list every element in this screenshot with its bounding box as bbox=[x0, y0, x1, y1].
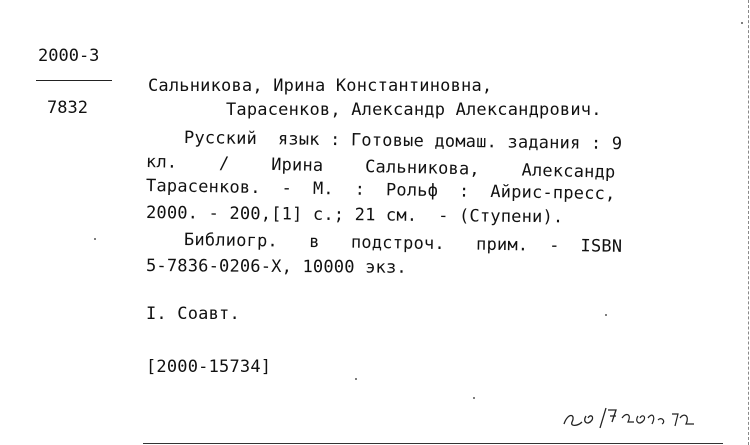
call-number-bottom: 7832 bbox=[47, 98, 88, 118]
notes-line: Библиогр. в подстроч. прим. - ISBN bbox=[183, 230, 623, 257]
card-right-edge bbox=[748, 0, 749, 445]
scan-speck bbox=[741, 22, 743, 24]
tracing: I. Соавт. bbox=[146, 304, 240, 324]
card-bottom-edge bbox=[143, 443, 723, 444]
coauthor-heading: Тарасенков, Александр Александрович. bbox=[226, 100, 602, 120]
scan-speck bbox=[94, 238, 96, 240]
call-number-top: 2000-3 bbox=[38, 46, 100, 66]
responsibility-line: кл. / Ирина Сальникова, Александр bbox=[145, 152, 616, 183]
physical-description-line: 2000. - 200,[1] с.; 21 см. - (Ступени). bbox=[145, 203, 564, 228]
isbn-line: 5-7836-0206-X, 10000 экз. bbox=[145, 256, 407, 278]
handwritten-note bbox=[560, 402, 700, 434]
call-number-divider bbox=[36, 80, 112, 81]
scan-speck bbox=[355, 378, 357, 380]
scan-speck bbox=[605, 314, 607, 316]
record-number: [2000-15734] bbox=[146, 357, 272, 377]
author-heading: Сальникова, Ирина Константиновна, bbox=[148, 76, 493, 96]
publisher-line: Тарасенков. - М. : Рольф : Айрис-пресс, bbox=[145, 176, 616, 205]
title-line: Русский язык : Готовые домаш. задания : 9 bbox=[183, 128, 623, 155]
scan-speck bbox=[473, 397, 475, 399]
